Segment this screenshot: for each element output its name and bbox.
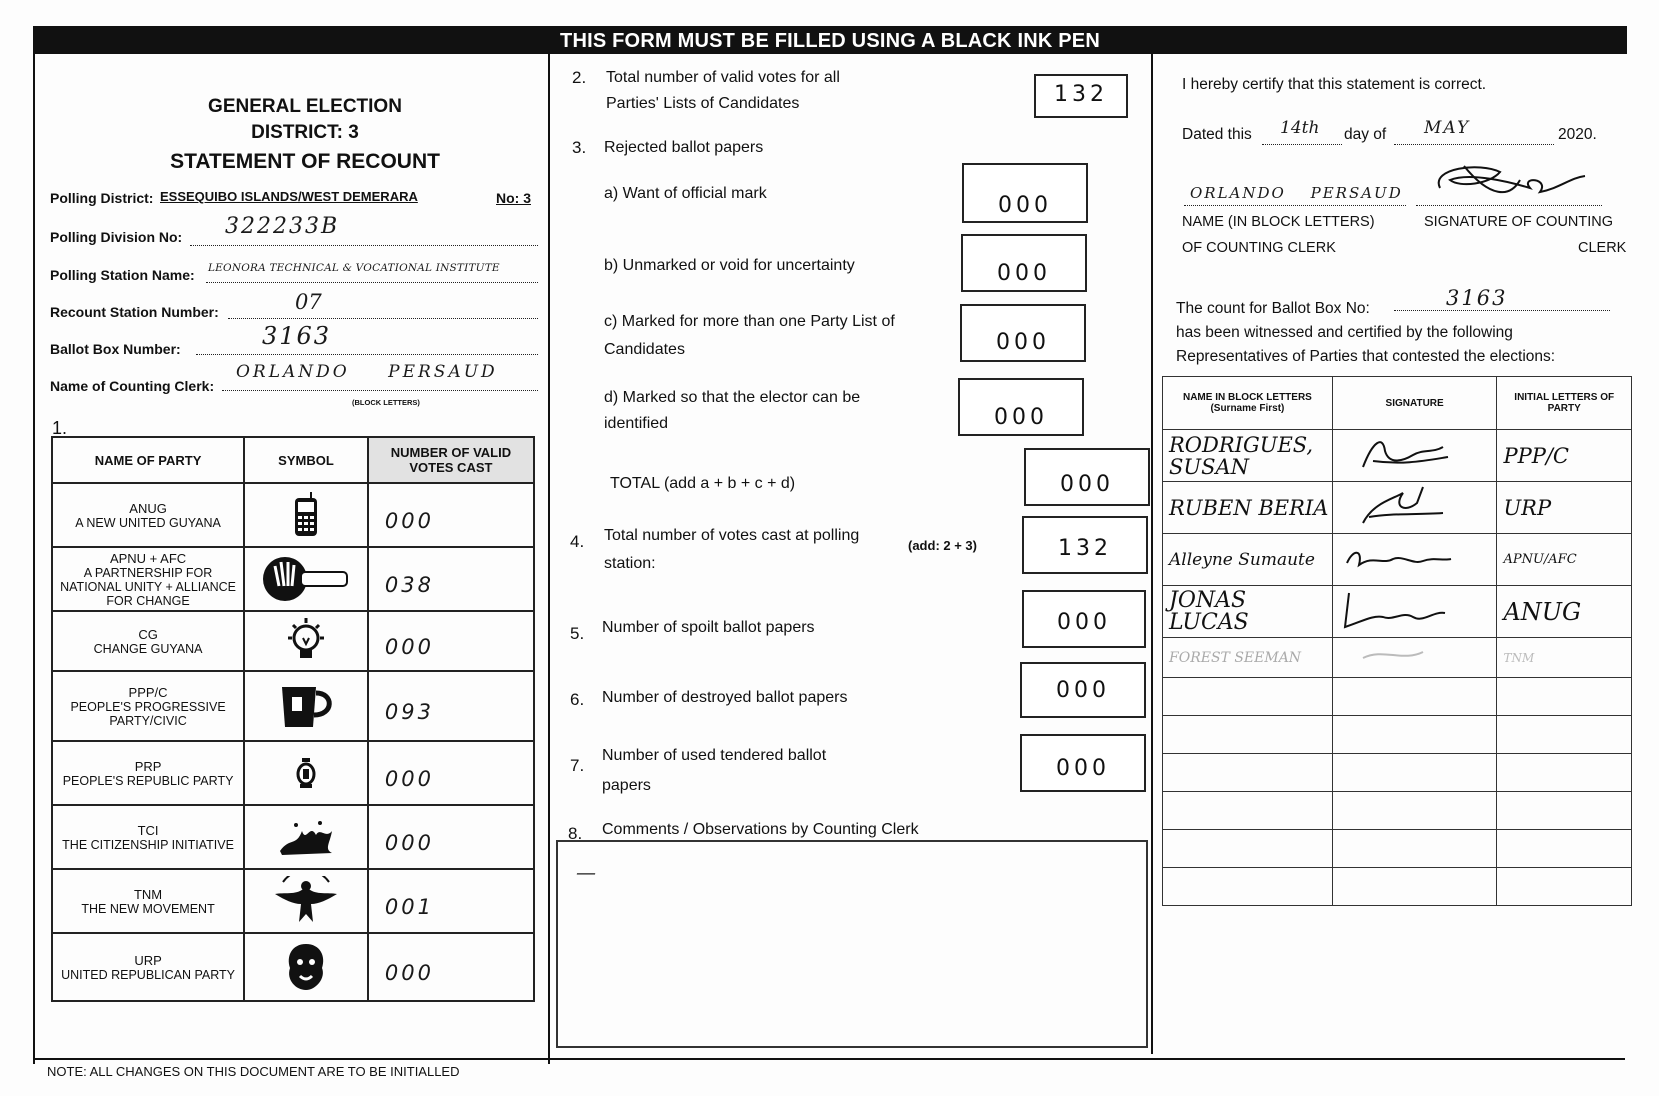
polling-station-line bbox=[206, 282, 538, 283]
party-table-header bbox=[52, 437, 534, 483]
empty-cell[interactable] bbox=[1332, 716, 1497, 754]
section-1-number: 1. bbox=[52, 418, 68, 438]
q2-text-line2: Parties' Lists of Candidates bbox=[606, 95, 800, 112]
q4-value: 132 bbox=[1058, 536, 1112, 561]
ballot-box-line bbox=[196, 354, 538, 355]
qb-text: b) Unmarked or void for uncertainty bbox=[604, 257, 855, 274]
witness-name[interactable]: RODRIGUES, SUSAN bbox=[1163, 430, 1333, 482]
witness-row-empty bbox=[1163, 830, 1632, 868]
party-name: A PARTNERSHIP FOR NATIONAL UNITY + ALLIANCE FOR CHANGE bbox=[60, 565, 236, 608]
witness-signature[interactable] bbox=[1332, 430, 1497, 482]
party-abbr: PRP bbox=[134, 758, 162, 774]
qa-text: a) Want of official mark bbox=[604, 185, 767, 202]
party-row-tci bbox=[52, 805, 534, 869]
witness-row-empty bbox=[1163, 716, 1632, 754]
empty-cell[interactable] bbox=[1497, 868, 1632, 906]
party-name: THE CITIZENSHIP INITIATIVE bbox=[62, 837, 234, 852]
witness-row bbox=[1163, 586, 1632, 638]
witness-name[interactable]: Alleyne Sumaute bbox=[1163, 534, 1333, 586]
header-witness-signature: SIGNATURE bbox=[1332, 377, 1497, 430]
q3-number: 3. bbox=[572, 138, 587, 157]
recount-station-label: Recount Station Number: bbox=[50, 304, 219, 320]
party-name: THE NEW MOVEMENT bbox=[81, 901, 215, 916]
party-votes[interactable]: 001 bbox=[368, 869, 534, 933]
party-cell bbox=[52, 869, 244, 933]
phone-icon bbox=[244, 483, 368, 547]
qc-text-line1: c) Marked for more than one Party List of bbox=[604, 313, 895, 330]
q4-text-line2: station: bbox=[604, 555, 656, 572]
qa-value-box[interactable] bbox=[962, 163, 1088, 223]
polling-station-label: Polling Station Name: bbox=[50, 267, 195, 283]
column-divider-1 bbox=[548, 54, 550, 1064]
q2-text-line1: Total number of valid votes for all bbox=[606, 69, 840, 86]
party-row-apnu-afc bbox=[52, 547, 534, 611]
party-name: PEOPLE'S PROGRESSIVE PARTY/CIVIC bbox=[70, 699, 226, 728]
empty-cell[interactable] bbox=[1163, 868, 1333, 906]
q5-text: Number of spoilt ballot papers bbox=[602, 619, 815, 636]
frame-left bbox=[33, 54, 35, 1064]
empty-cell[interactable] bbox=[1332, 868, 1497, 906]
witness-party[interactable]: ANUG bbox=[1497, 586, 1632, 638]
lantern-icon bbox=[244, 741, 368, 805]
block-letters-note: (BLOCK LETTERS) bbox=[352, 398, 420, 407]
witness-name[interactable]: FOREST SEEMAN bbox=[1163, 638, 1333, 678]
empty-cell[interactable] bbox=[1163, 716, 1333, 754]
q4-value-box[interactable] bbox=[1022, 516, 1148, 574]
witness-name[interactable]: RUBEN BERIA bbox=[1163, 482, 1333, 534]
empty-cell[interactable] bbox=[1497, 830, 1632, 868]
party-cell bbox=[52, 483, 244, 547]
party-cell bbox=[52, 933, 244, 1001]
empty-cell[interactable] bbox=[1332, 754, 1497, 792]
total-value: 000 bbox=[1060, 472, 1114, 497]
q8-number: 8. bbox=[568, 824, 583, 843]
hand-key-icon bbox=[244, 547, 368, 611]
party-votes[interactable]: 000 bbox=[368, 611, 534, 671]
q6-number: 6. bbox=[570, 690, 585, 709]
q2-value-box[interactable] bbox=[1034, 74, 1128, 118]
party-abbr: ANUG bbox=[129, 500, 167, 516]
witness-row bbox=[1163, 430, 1632, 482]
header-votes: NUMBER OF VALID VOTES CAST bbox=[368, 437, 534, 483]
count-line bbox=[1394, 310, 1610, 311]
party-name: CHANGE GUYANA bbox=[93, 641, 203, 656]
witness-row-empty bbox=[1163, 792, 1632, 830]
qb-value-box[interactable] bbox=[961, 234, 1087, 292]
witness-row-empty bbox=[1163, 754, 1632, 792]
polling-district-value: ESSEQUIBO ISLANDS/WEST DEMERARA bbox=[160, 189, 418, 204]
recount-station-value[interactable]: 07 bbox=[295, 290, 322, 314]
witness-party[interactable]: URP bbox=[1497, 482, 1632, 534]
party-votes[interactable]: 038 bbox=[368, 547, 534, 611]
witness-party[interactable]: PPP/C bbox=[1497, 430, 1632, 482]
empty-cell[interactable] bbox=[1163, 792, 1333, 830]
q4-hint: (add: 2 + 3) bbox=[908, 538, 977, 553]
polling-division-label: Polling Division No: bbox=[50, 229, 183, 245]
clerk-name-value[interactable]: ORLANDO PERSAUD bbox=[1190, 184, 1403, 202]
count-value[interactable]: 3163 bbox=[1446, 286, 1508, 310]
day-of-label: day of bbox=[1344, 126, 1387, 143]
q6-value: 000 bbox=[1056, 678, 1110, 703]
day-value[interactable]: 14th bbox=[1280, 118, 1320, 138]
polling-station-value[interactable]: LEONORA TECHNICAL & VOCATIONAL INSTITUTE bbox=[208, 262, 500, 274]
day-line bbox=[1262, 144, 1342, 145]
q5-number: 5. bbox=[570, 624, 585, 643]
witness-signature[interactable] bbox=[1332, 638, 1497, 678]
witness-party[interactable]: APNU/AFC bbox=[1497, 534, 1632, 586]
qb-value: 000 bbox=[997, 261, 1051, 286]
qd-value: 000 bbox=[994, 405, 1048, 430]
clerk-name-line bbox=[1184, 205, 1406, 206]
header-witness-name: NAME IN BLOCK LETTERS (Surname First) bbox=[1163, 377, 1333, 430]
qa-value: 000 bbox=[998, 193, 1052, 218]
witness-signature[interactable] bbox=[1332, 534, 1497, 586]
empty-cell[interactable] bbox=[1332, 830, 1497, 868]
month-value[interactable]: MAY bbox=[1424, 118, 1471, 138]
footer-note: NOTE: ALL CHANGES ON THIS DOCUMENT ARE TO BE INITIALLED bbox=[47, 1064, 460, 1079]
party-name: UNITED REPUBLICAN PARTY bbox=[61, 967, 235, 982]
year-text: 2020. bbox=[1558, 126, 1597, 143]
party-votes[interactable]: 000 bbox=[368, 805, 534, 869]
q7-value: 000 bbox=[1056, 756, 1110, 781]
q7-text-line2: papers bbox=[602, 777, 651, 794]
witness-table-header bbox=[1163, 377, 1632, 430]
counting-clerk-value[interactable]: ORLANDO PERSAUD bbox=[236, 362, 498, 382]
empty-cell[interactable] bbox=[1332, 792, 1497, 830]
q3-text: Rejected ballot papers bbox=[604, 139, 764, 156]
banner-text: THIS FORM MUST BE FILLED USING A BLACK INK PEN bbox=[560, 30, 1100, 52]
qd-text-line1: d) Marked so that the elector can be bbox=[604, 389, 861, 406]
q8-text: Comments / Observations by Counting Clerk bbox=[602, 821, 919, 838]
party-cell bbox=[52, 547, 244, 611]
party-votes[interactable]: 000 bbox=[368, 933, 534, 1001]
cup-icon bbox=[244, 671, 368, 741]
clerk-name-label-2: OF COUNTING CLERK bbox=[1182, 240, 1336, 256]
total-text: TOTAL (add a + b + c + d) bbox=[610, 475, 796, 492]
party-row-cg bbox=[52, 611, 534, 671]
dated-this-label: Dated this bbox=[1182, 126, 1252, 143]
q2-number: 2. bbox=[572, 68, 587, 87]
polling-district-label: Polling District: bbox=[50, 190, 154, 206]
total-value-box[interactable] bbox=[1024, 448, 1150, 506]
q7-number: 7. bbox=[570, 756, 585, 775]
party-row-tnm bbox=[52, 869, 534, 933]
party-abbr: CG bbox=[138, 626, 158, 642]
q2-value: 132 bbox=[1054, 82, 1108, 107]
header-symbol: SYMBOL bbox=[244, 437, 368, 483]
qc-value-box[interactable] bbox=[960, 304, 1086, 362]
recount-station-line bbox=[228, 318, 538, 319]
q6-value-box[interactable] bbox=[1020, 662, 1146, 718]
comments-value: — bbox=[576, 860, 596, 884]
party-row-urp bbox=[52, 933, 534, 1001]
empty-cell[interactable] bbox=[1163, 678, 1333, 716]
form-title-election: GENERAL ELECTION bbox=[208, 96, 402, 117]
certify-text: I hereby certify that this statement is correct. bbox=[1182, 76, 1487, 93]
witness-text-1: has been witnessed and certified by the following bbox=[1176, 324, 1513, 341]
form-title-district: DISTRICT: 3 bbox=[251, 122, 359, 143]
party-abbr: APNU + AFC bbox=[109, 550, 187, 566]
witness-party[interactable]: TNM bbox=[1497, 638, 1632, 678]
empty-cell[interactable] bbox=[1497, 792, 1632, 830]
q5-value-box[interactable] bbox=[1022, 590, 1146, 648]
empty-cell[interactable] bbox=[1332, 678, 1497, 716]
witness-table bbox=[1162, 376, 1632, 906]
party-votes[interactable]: 000 bbox=[368, 483, 534, 547]
party-cell bbox=[52, 671, 244, 741]
counting-clerk-line bbox=[222, 390, 538, 391]
clerk-sig-label-1: SIGNATURE OF COUNTING bbox=[1424, 214, 1614, 230]
empty-cell[interactable] bbox=[1497, 716, 1632, 754]
column-divider-2 bbox=[1151, 54, 1153, 1054]
clerk-signature-image bbox=[1420, 158, 1590, 208]
witness-row bbox=[1163, 638, 1632, 678]
polling-district-no: No: 3 bbox=[496, 190, 531, 206]
party-votes[interactable]: 000 bbox=[368, 741, 534, 805]
lion-icon bbox=[244, 933, 368, 1001]
instruction-banner bbox=[33, 26, 1627, 54]
empty-cell[interactable] bbox=[1497, 678, 1632, 716]
empty-cell[interactable] bbox=[1163, 830, 1333, 868]
empty-cell[interactable] bbox=[1163, 754, 1333, 792]
splash-icon bbox=[244, 805, 368, 869]
witness-row bbox=[1163, 534, 1632, 586]
q5-value: 000 bbox=[1057, 610, 1111, 635]
q7-value-box[interactable] bbox=[1020, 734, 1146, 792]
party-row-prp bbox=[52, 741, 534, 805]
form-title-statement: STATEMENT OF RECOUNT bbox=[170, 150, 440, 173]
counting-clerk-label: Name of Counting Clerk: bbox=[50, 378, 215, 394]
witness-row-empty bbox=[1163, 678, 1632, 716]
party-votes-table bbox=[51, 436, 535, 1002]
polling-division-line bbox=[190, 245, 538, 246]
party-abbr: PPP/C bbox=[128, 684, 168, 700]
polling-division-value[interactable]: 322233B bbox=[225, 214, 340, 239]
party-abbr: TCI bbox=[137, 822, 159, 838]
clerk-sig-label-2: CLERK bbox=[1578, 240, 1627, 256]
witness-signature[interactable] bbox=[1332, 482, 1497, 534]
eagle-icon bbox=[244, 869, 368, 933]
ballot-box-label: Ballot Box Number: bbox=[50, 341, 181, 357]
witness-text-2: Representatives of Parties that contested the elections: bbox=[1176, 348, 1556, 365]
qc-text-line2: Candidates bbox=[604, 341, 685, 358]
lightbulb-icon bbox=[244, 611, 368, 671]
qc-value: 000 bbox=[996, 330, 1050, 355]
witness-signature[interactable] bbox=[1332, 586, 1497, 638]
qd-text-line2: identified bbox=[604, 415, 669, 432]
count-label: The count for Ballot Box No: bbox=[1176, 300, 1370, 317]
witness-name[interactable]: JONAS LUCAS bbox=[1163, 586, 1333, 638]
witness-row bbox=[1163, 482, 1632, 534]
empty-cell[interactable] bbox=[1497, 754, 1632, 792]
q6-text: Number of destroyed ballot papers bbox=[602, 689, 848, 706]
party-name: A NEW UNITED GUYANA bbox=[75, 515, 221, 530]
witness-row-empty bbox=[1163, 868, 1632, 906]
party-cell bbox=[52, 611, 244, 671]
header-party-name: NAME OF PARTY bbox=[52, 437, 244, 483]
party-cell bbox=[52, 741, 244, 805]
party-cell bbox=[52, 805, 244, 869]
q7-text-line1: Number of used tendered ballot bbox=[602, 747, 827, 764]
month-line bbox=[1394, 144, 1554, 145]
party-row-pppc bbox=[52, 671, 534, 741]
header-witness-party: INITIAL LETTERS OF PARTY bbox=[1497, 377, 1632, 430]
q4-number: 4. bbox=[570, 532, 585, 551]
party-name: PEOPLE'S REPUBLIC PARTY bbox=[62, 773, 234, 788]
qd-value-box[interactable] bbox=[958, 378, 1084, 436]
comments-box[interactable] bbox=[556, 840, 1148, 1048]
ballot-box-value[interactable]: 3163 bbox=[262, 322, 332, 350]
party-row-anug bbox=[52, 483, 534, 547]
party-abbr: TNM bbox=[133, 886, 163, 902]
party-votes[interactable]: 093 bbox=[368, 671, 534, 741]
clerk-name-label-1: NAME (IN BLOCK LETTERS) bbox=[1182, 214, 1375, 230]
party-abbr: URP bbox=[134, 952, 162, 968]
frame-bottom bbox=[35, 1058, 1625, 1060]
q4-text-line1: Total number of votes cast at polling bbox=[604, 527, 860, 544]
